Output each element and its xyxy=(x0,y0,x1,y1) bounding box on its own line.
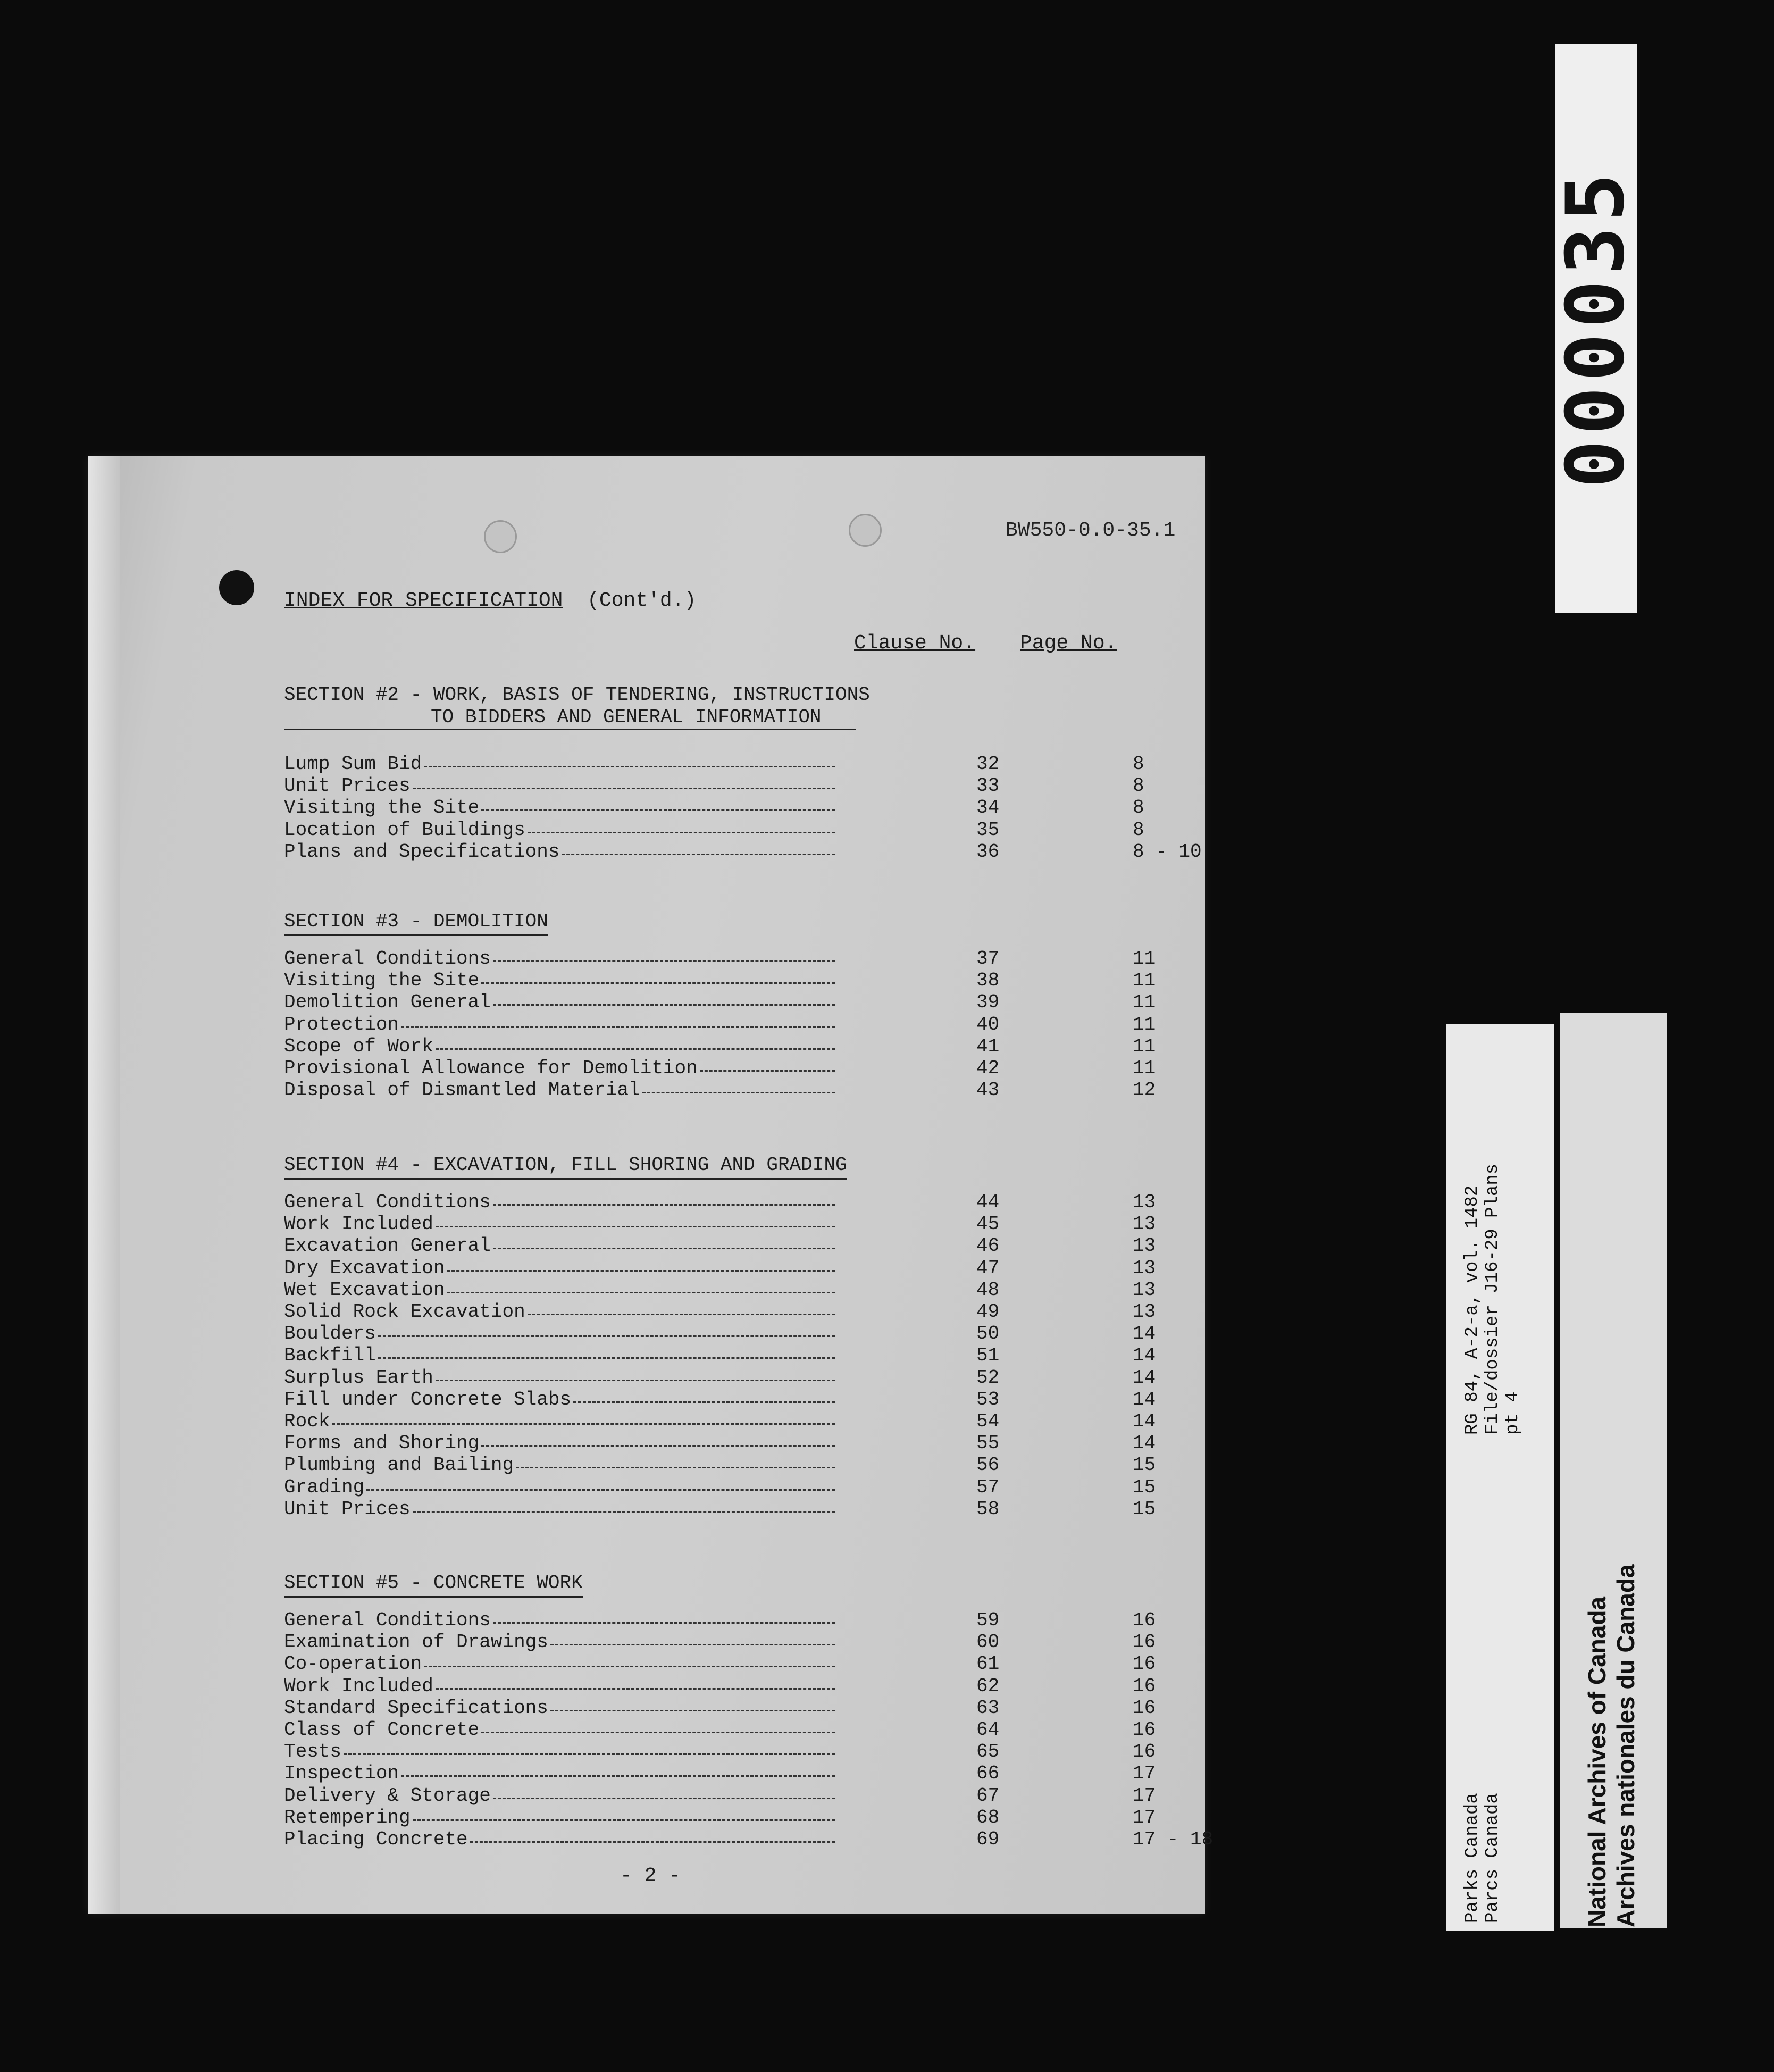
page-reference: 17 - 18 xyxy=(1133,1828,1214,1850)
dot-leader xyxy=(436,1226,835,1227)
dot-leader xyxy=(550,1644,835,1645)
dot-leader xyxy=(424,1666,835,1667)
column-header-page: Page No. xyxy=(1020,632,1117,655)
page-reference: 8 xyxy=(1133,818,1144,841)
clause-number: 55 xyxy=(976,1432,1000,1455)
row-label: Examination of Drawings xyxy=(284,1631,548,1653)
index-row xyxy=(284,1828,1236,1851)
clause-number: 43 xyxy=(976,1079,1000,1101)
clause-number: 54 xyxy=(976,1410,1000,1432)
dot-leader xyxy=(573,1401,835,1403)
clause-number: 41 xyxy=(976,1035,1000,1057)
ref-line-3: pt 4 xyxy=(1503,1391,1523,1435)
dot-leader xyxy=(493,1622,835,1624)
dot-leader xyxy=(378,1335,835,1337)
dot-leader xyxy=(332,1423,835,1425)
clause-number: 47 xyxy=(976,1257,1000,1279)
row-label: Unit Prices xyxy=(284,1498,411,1520)
page-reference: 12 xyxy=(1133,1079,1156,1101)
dot-leader xyxy=(401,1026,835,1028)
row-label: Scope of Work xyxy=(284,1035,433,1057)
index-row xyxy=(284,1432,1236,1455)
row-label: Surplus Earth xyxy=(284,1366,433,1389)
dot-leader xyxy=(436,1048,835,1050)
clause-number: 68 xyxy=(976,1806,1000,1828)
clause-number: 61 xyxy=(976,1653,1000,1675)
index-row xyxy=(284,948,1236,970)
dot-leader xyxy=(481,982,835,984)
dot-leader xyxy=(436,1688,835,1690)
index-row xyxy=(284,775,1236,797)
dot-leader xyxy=(344,1753,835,1755)
clause-number: 63 xyxy=(976,1697,1000,1719)
clause-number: 49 xyxy=(976,1301,1000,1323)
page-reference: 15 xyxy=(1133,1476,1156,1498)
archive-name-label xyxy=(1560,1013,1667,1928)
clause-number: 51 xyxy=(976,1344,1000,1367)
page-reference: 16 xyxy=(1133,1741,1156,1763)
page-reference: 16 xyxy=(1133,1675,1156,1697)
row-label: Placing Concrete xyxy=(284,1828,468,1850)
row-label: Inspection xyxy=(284,1762,399,1785)
frame-number-stamp xyxy=(1550,44,1643,613)
clause-number: 52 xyxy=(976,1366,1000,1389)
row-label: General Conditions xyxy=(284,948,491,970)
clause-number: 56 xyxy=(976,1454,1000,1476)
clause-number: 44 xyxy=(976,1191,1000,1213)
clause-number: 57 xyxy=(976,1476,1000,1498)
index-row xyxy=(284,1609,1236,1632)
page-reference: 13 xyxy=(1133,1213,1156,1235)
clause-number: 46 xyxy=(976,1235,1000,1257)
punch-hole xyxy=(849,514,882,547)
index-row xyxy=(284,1279,1236,1301)
ref-line-1: RG 84, A-2-a, vol. 1482 xyxy=(1462,1185,1483,1435)
page-reference: 11 xyxy=(1133,948,1156,970)
page-title xyxy=(284,589,696,612)
clause-number: 67 xyxy=(976,1784,1000,1807)
index-row xyxy=(284,1257,1236,1280)
index-row xyxy=(284,1675,1236,1698)
page-reference: 8 xyxy=(1133,797,1144,819)
page-reference: 13 xyxy=(1133,1279,1156,1301)
index-row xyxy=(284,819,1236,841)
dot-leader xyxy=(516,1467,835,1468)
page-reference: 14 xyxy=(1133,1410,1156,1432)
page-reference: 13 xyxy=(1133,1257,1156,1279)
clause-number: 39 xyxy=(976,991,1000,1014)
clause-number: 59 xyxy=(976,1609,1000,1631)
document-reference: BW550-0.0-35.1 xyxy=(1006,519,1176,542)
page-reference: 15 xyxy=(1133,1454,1156,1476)
row-label: Grading xyxy=(284,1476,365,1498)
index-row xyxy=(284,1697,1236,1719)
page-reference: 13 xyxy=(1133,1301,1156,1323)
dot-leader xyxy=(481,1445,835,1447)
index-row xyxy=(284,1344,1236,1367)
row-label: Wet Excavation xyxy=(284,1279,445,1301)
dot-leader xyxy=(424,766,835,767)
page-reference: 11 xyxy=(1133,1035,1156,1057)
section-heading-line: SECTION #4 - EXCAVATION, FILL SHORING AND GRADING xyxy=(284,1154,847,1180)
index-row xyxy=(284,753,1236,775)
row-label: Plans and Specifications xyxy=(284,840,560,863)
page-reference: 13 xyxy=(1133,1235,1156,1257)
agency-line-1: Parks Canada xyxy=(1462,1793,1483,1923)
row-label: Location of Buildings xyxy=(284,818,525,841)
row-label: Co-operation xyxy=(284,1653,422,1675)
section-heading xyxy=(284,910,548,936)
page-reference: 14 xyxy=(1133,1344,1156,1367)
dot-leader xyxy=(493,960,835,962)
index-row xyxy=(284,797,1236,819)
index-row xyxy=(284,1323,1236,1345)
dot-leader xyxy=(436,1380,835,1381)
row-label: Retempering xyxy=(284,1806,411,1828)
dot-leader xyxy=(528,832,835,833)
clause-number: 66 xyxy=(976,1762,1000,1785)
index-row xyxy=(284,1410,1236,1433)
row-label: Plumbing and Bailing xyxy=(284,1454,514,1476)
document-sheet xyxy=(88,456,1214,1914)
archive-reference-label xyxy=(1446,1024,1554,1931)
page-reference: 8 xyxy=(1133,775,1144,797)
section-heading-line: SECTION #5 - CONCRETE WORK xyxy=(284,1572,583,1598)
row-label: Class of Concrete xyxy=(284,1719,480,1741)
index-row xyxy=(284,1807,1236,1829)
page-reference: 14 xyxy=(1133,1323,1156,1345)
row-label: General Conditions xyxy=(284,1191,491,1213)
row-label: Provisional Allowance for Demolition xyxy=(284,1057,698,1079)
title-suffix: (Cont'd.) xyxy=(587,589,697,612)
index-row xyxy=(284,1389,1236,1411)
page-reference: 14 xyxy=(1133,1388,1156,1410)
clause-number: 60 xyxy=(976,1631,1000,1653)
page-reference: 15 xyxy=(1133,1498,1156,1520)
archive-name-fr: Archives nationales du Canada xyxy=(1612,1564,1639,1927)
dot-leader xyxy=(378,1357,835,1359)
index-row xyxy=(284,1367,1236,1389)
page-reference: 8 - 10 xyxy=(1133,840,1202,863)
column-header-clause: Clause No. xyxy=(854,632,976,655)
clause-number: 38 xyxy=(976,970,1000,992)
agency-line-2: Parcs Canada xyxy=(1483,1793,1503,1923)
clause-number: 42 xyxy=(976,1057,1000,1079)
row-label: Tests xyxy=(284,1741,342,1763)
index-row xyxy=(284,1454,1236,1476)
row-label: Protection xyxy=(284,1013,399,1035)
page-reference: 17 xyxy=(1133,1762,1156,1785)
clause-number: 35 xyxy=(976,818,1000,841)
index-row xyxy=(284,1035,1236,1058)
row-label: Work Included xyxy=(284,1675,433,1697)
clause-number: 65 xyxy=(976,1741,1000,1763)
punch-hole xyxy=(484,520,517,553)
page-reference: 11 xyxy=(1133,970,1156,992)
dot-leader xyxy=(413,788,835,789)
page-reference: 11 xyxy=(1133,991,1156,1014)
row-label: Solid Rock Excavation xyxy=(284,1301,525,1323)
page-reference: 16 xyxy=(1133,1653,1156,1675)
dot-leader xyxy=(493,1798,835,1799)
section-heading xyxy=(284,1572,583,1598)
dot-leader xyxy=(401,1775,835,1777)
clause-number: 64 xyxy=(976,1719,1000,1741)
row-label: Lump Sum Bid xyxy=(284,753,422,775)
row-label: Standard Specifications xyxy=(284,1697,548,1719)
index-row xyxy=(284,1057,1236,1080)
index-row xyxy=(284,1653,1236,1675)
page-fold xyxy=(88,456,120,1914)
index-row xyxy=(284,1079,1236,1101)
page-number: - 2 - xyxy=(620,1865,681,1887)
row-label: Boulders xyxy=(284,1323,376,1345)
row-label: Demolition General xyxy=(284,991,491,1014)
row-label: Delivery & Storage xyxy=(284,1784,491,1807)
row-label: Fill under Concrete Slabs xyxy=(284,1388,572,1410)
index-row xyxy=(284,1301,1236,1323)
dot-leader xyxy=(366,1489,835,1491)
page-reference: 16 xyxy=(1133,1609,1156,1631)
page-reference: 11 xyxy=(1133,1013,1156,1035)
dot-leader xyxy=(562,854,835,855)
index-row xyxy=(284,841,1236,863)
row-label: Disposal of Dismantled Material xyxy=(284,1079,640,1101)
index-row xyxy=(284,1631,1236,1653)
section-heading xyxy=(284,684,870,730)
dot-leader xyxy=(481,809,835,811)
clause-number: 62 xyxy=(976,1675,1000,1697)
page-reference: 14 xyxy=(1133,1432,1156,1455)
page-reference: 17 xyxy=(1133,1784,1156,1807)
row-label: Visiting the Site xyxy=(284,797,480,819)
clause-number: 34 xyxy=(976,797,1000,819)
title-text: INDEX FOR SPECIFICATION xyxy=(284,589,563,612)
row-label: Unit Prices xyxy=(284,775,411,797)
clause-number: 50 xyxy=(976,1323,1000,1345)
row-label: Rock xyxy=(284,1410,330,1432)
page-reference: 16 xyxy=(1133,1697,1156,1719)
page-reference: 14 xyxy=(1133,1366,1156,1389)
ref-line-2: File/dossier J16-29 Plans xyxy=(1483,1163,1503,1435)
clause-number: 36 xyxy=(976,840,1000,863)
dot-leader xyxy=(413,1819,835,1821)
dot-leader xyxy=(413,1511,835,1513)
index-row xyxy=(284,1014,1236,1036)
index-row xyxy=(284,1498,1236,1520)
row-label: Excavation General xyxy=(284,1235,491,1257)
index-row xyxy=(284,1191,1236,1214)
row-label: Visiting the Site xyxy=(284,970,480,992)
dot-leader xyxy=(550,1710,835,1711)
dot-leader xyxy=(447,1292,835,1293)
dot-leader xyxy=(493,1204,835,1206)
section-heading xyxy=(284,1154,847,1180)
page-reference: 13 xyxy=(1133,1191,1156,1213)
clause-number: 32 xyxy=(976,753,1000,775)
archive-name-en: National Archives of Canada xyxy=(1583,1596,1611,1927)
dot-leader xyxy=(447,1270,835,1272)
index-row xyxy=(284,1235,1236,1257)
page-reference: 16 xyxy=(1133,1631,1156,1653)
punch-hole xyxy=(219,570,254,605)
clause-number: 33 xyxy=(976,775,1000,797)
clause-number: 40 xyxy=(976,1013,1000,1035)
dot-leader xyxy=(493,1248,835,1249)
section-heading-line: SECTION #3 - DEMOLITION xyxy=(284,910,548,936)
clause-number: 58 xyxy=(976,1498,1000,1520)
frame-number: 000035 xyxy=(1550,168,1643,488)
dot-leader xyxy=(528,1314,835,1315)
row-label: Backfill xyxy=(284,1344,376,1367)
page-reference: 8 xyxy=(1133,753,1144,775)
index-row xyxy=(284,991,1236,1014)
index-row xyxy=(284,1476,1236,1499)
section-heading-line: TO BIDDERS AND GENERAL INFORMATION xyxy=(284,706,856,730)
dot-leader xyxy=(470,1841,835,1843)
row-label: General Conditions xyxy=(284,1609,491,1631)
index-row xyxy=(284,1762,1236,1785)
index-row xyxy=(284,1785,1236,1807)
clause-number: 37 xyxy=(976,948,1000,970)
dot-leader xyxy=(493,1004,835,1006)
dot-leader xyxy=(642,1092,835,1093)
dot-leader xyxy=(481,1732,835,1733)
index-row xyxy=(284,1213,1236,1235)
row-label: Dry Excavation xyxy=(284,1257,445,1279)
index-row xyxy=(284,1719,1236,1741)
index-row xyxy=(284,1741,1236,1763)
page-reference: 16 xyxy=(1133,1719,1156,1741)
row-label: Forms and Shoring xyxy=(284,1432,480,1455)
clause-number: 48 xyxy=(976,1279,1000,1301)
page-reference: 11 xyxy=(1133,1057,1156,1079)
clause-number: 69 xyxy=(976,1828,1000,1850)
section-heading-line: SECTION #2 - WORK, BASIS OF TENDERING, INSTRUCTIONS xyxy=(284,684,870,706)
dot-leader xyxy=(700,1070,835,1072)
page-reference: 17 xyxy=(1133,1806,1156,1828)
clause-number: 45 xyxy=(976,1213,1000,1235)
row-label: Work Included xyxy=(284,1213,433,1235)
clause-number: 53 xyxy=(976,1388,1000,1410)
index-row xyxy=(284,970,1236,992)
